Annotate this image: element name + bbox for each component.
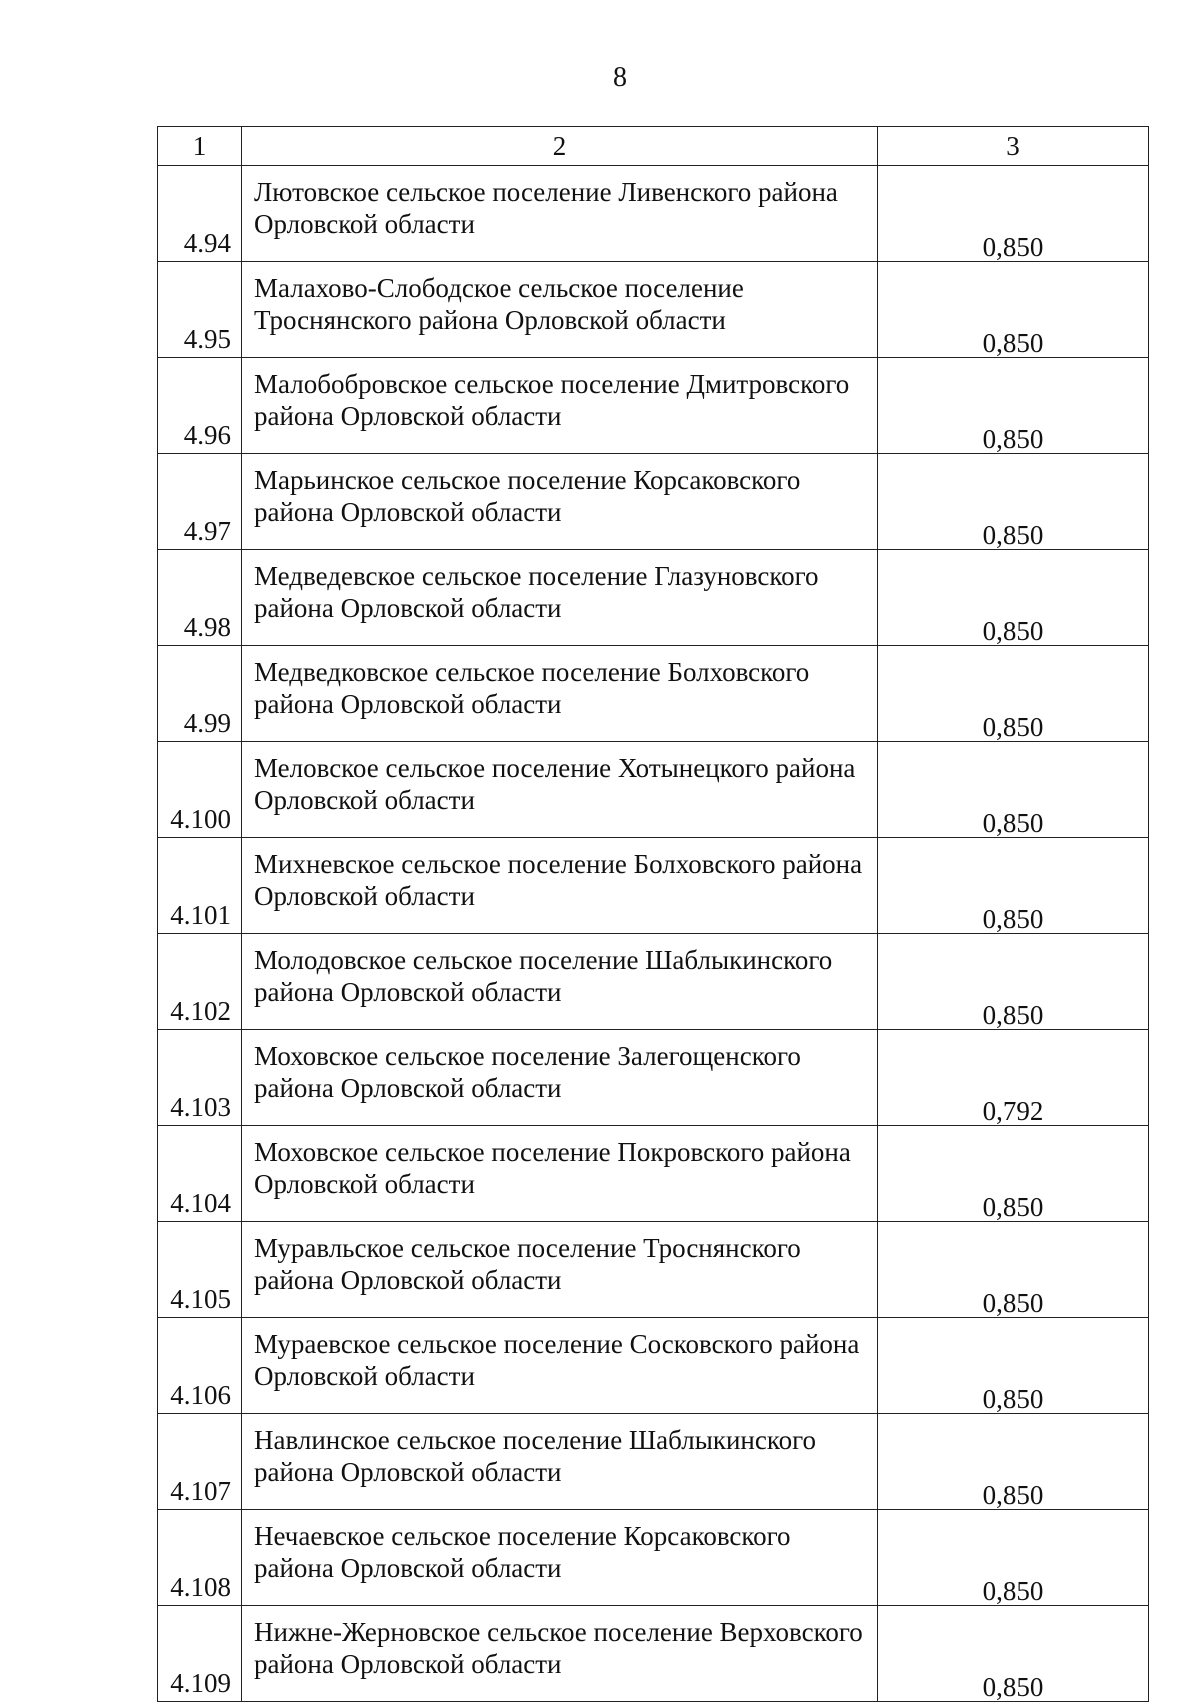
column-header-name: 2 [242, 127, 878, 166]
settlement-name: Моховское сельское поселение Залегощенского района Орловской области [242, 1030, 878, 1126]
page-number: 8 [613, 62, 627, 93]
table-body [158, 166, 1149, 1702]
coefficient-cell [878, 1030, 1149, 1126]
table-row [158, 838, 1149, 934]
table-row [158, 1030, 1149, 1126]
coefficient-cell [878, 166, 1149, 262]
coefficient-cell [878, 358, 1149, 454]
coefficient-value: 0,850 [982, 1000, 1044, 1030]
settlement-name: Малахово-Слободское сельское поселение Троснянского района Орловской области [242, 262, 878, 358]
row-number: 4.108 [158, 1510, 242, 1606]
coefficient-cell [878, 934, 1149, 1030]
table-row [158, 454, 1149, 550]
coefficient-value: 0,850 [982, 520, 1044, 550]
coefficient-cell [878, 1222, 1149, 1318]
coefficient-value: 0,850 [982, 232, 1044, 262]
row-number: 4.104 [158, 1126, 242, 1222]
row-number: 4.109 [158, 1606, 242, 1702]
table-row [158, 934, 1149, 1030]
row-number: 4.97 [158, 454, 242, 550]
column-header-number: 1 [158, 127, 242, 166]
settlement-name: Нечаевское сельское поселение Корсаковского района Орловской области [242, 1510, 878, 1606]
table-header-row [158, 127, 1149, 166]
table-row [158, 262, 1149, 358]
row-number: 4.94 [158, 166, 242, 262]
coefficient-value: 0,850 [982, 1192, 1044, 1222]
row-number: 4.100 [158, 742, 242, 838]
coefficient-cell [878, 1126, 1149, 1222]
settlement-name: Михневское сельское поселение Болховского района Орловской области [242, 838, 878, 934]
settlement-name: Навлинское сельское поселение Шаблыкинского района Орловской области [242, 1414, 878, 1510]
table-row [158, 742, 1149, 838]
coefficient-cell [878, 838, 1149, 934]
coefficient-cell [878, 550, 1149, 646]
row-number: 4.102 [158, 934, 242, 1030]
column-header-value: 3 [878, 127, 1149, 166]
coefficient-value: 0,850 [982, 616, 1044, 646]
coefficient-cell [878, 1318, 1149, 1414]
settlement-name: Молодовское сельское поселение Шаблыкинского района Орловской области [242, 934, 878, 1030]
settlement-name: Меловское сельское поселение Хотынецкого района Орловской области [242, 742, 878, 838]
row-number: 4.107 [158, 1414, 242, 1510]
table-row [158, 1318, 1149, 1414]
settlement-name: Малобобровское сельское поселение Дмитровского района Орловской области [242, 358, 878, 454]
settlement-name: Нижне-Жерновское сельское поселение Верховского района Орловской области [242, 1606, 878, 1702]
settlement-name: Мураевское сельское поселение Сосковского района Орловской области [242, 1318, 878, 1414]
coefficient-value: 0,850 [982, 424, 1044, 454]
table-row [158, 550, 1149, 646]
table-row [158, 1510, 1149, 1606]
coefficient-value: 0,850 [982, 1384, 1044, 1414]
table-row [158, 1606, 1149, 1702]
settlement-name: Муравльское сельское поселение Троснянского района Орловской области [242, 1222, 878, 1318]
row-number: 4.98 [158, 550, 242, 646]
row-number: 4.101 [158, 838, 242, 934]
coefficient-value: 0,850 [982, 1576, 1044, 1606]
table-row [158, 358, 1149, 454]
coefficient-cell [878, 646, 1149, 742]
coefficient-cell [878, 1606, 1149, 1702]
table-row [158, 1222, 1149, 1318]
settlement-name: Моховское сельское поселение Покровского района Орловской области [242, 1126, 878, 1222]
row-number: 4.103 [158, 1030, 242, 1126]
settlement-name: Медведковское сельское поселение Болховского района Орловской области [242, 646, 878, 742]
row-number: 4.95 [158, 262, 242, 358]
coefficient-value: 0,850 [982, 712, 1044, 742]
coefficient-value: 0,850 [982, 904, 1044, 934]
settlement-name: Лютовское сельское поселение Ливенского района Орловской области [242, 166, 878, 262]
coefficient-cell [878, 742, 1149, 838]
coefficient-value: 0,792 [982, 1096, 1044, 1126]
coefficient-value: 0,850 [982, 808, 1044, 838]
coefficient-cell [878, 262, 1149, 358]
coefficient-value: 0,850 [982, 1480, 1044, 1510]
row-number: 4.96 [158, 358, 242, 454]
coefficient-cell [878, 1510, 1149, 1606]
coefficient-cell [878, 1414, 1149, 1510]
coefficients-table [157, 126, 1149, 1702]
table-row [158, 1414, 1149, 1510]
table-row [158, 1126, 1149, 1222]
coefficient-value: 0,850 [982, 1672, 1044, 1702]
coefficient-value: 0,850 [982, 328, 1044, 358]
row-number: 4.106 [158, 1318, 242, 1414]
row-number: 4.99 [158, 646, 242, 742]
row-number: 4.105 [158, 1222, 242, 1318]
settlement-name: Медведевское сельское поселение Глазуновского района Орловской области [242, 550, 878, 646]
coefficient-cell [878, 454, 1149, 550]
table-row [158, 646, 1149, 742]
settlement-name: Марьинское сельское поселение Корсаковского района Орловской области [242, 454, 878, 550]
coefficient-value: 0,850 [982, 1288, 1044, 1318]
table-row [158, 166, 1149, 262]
